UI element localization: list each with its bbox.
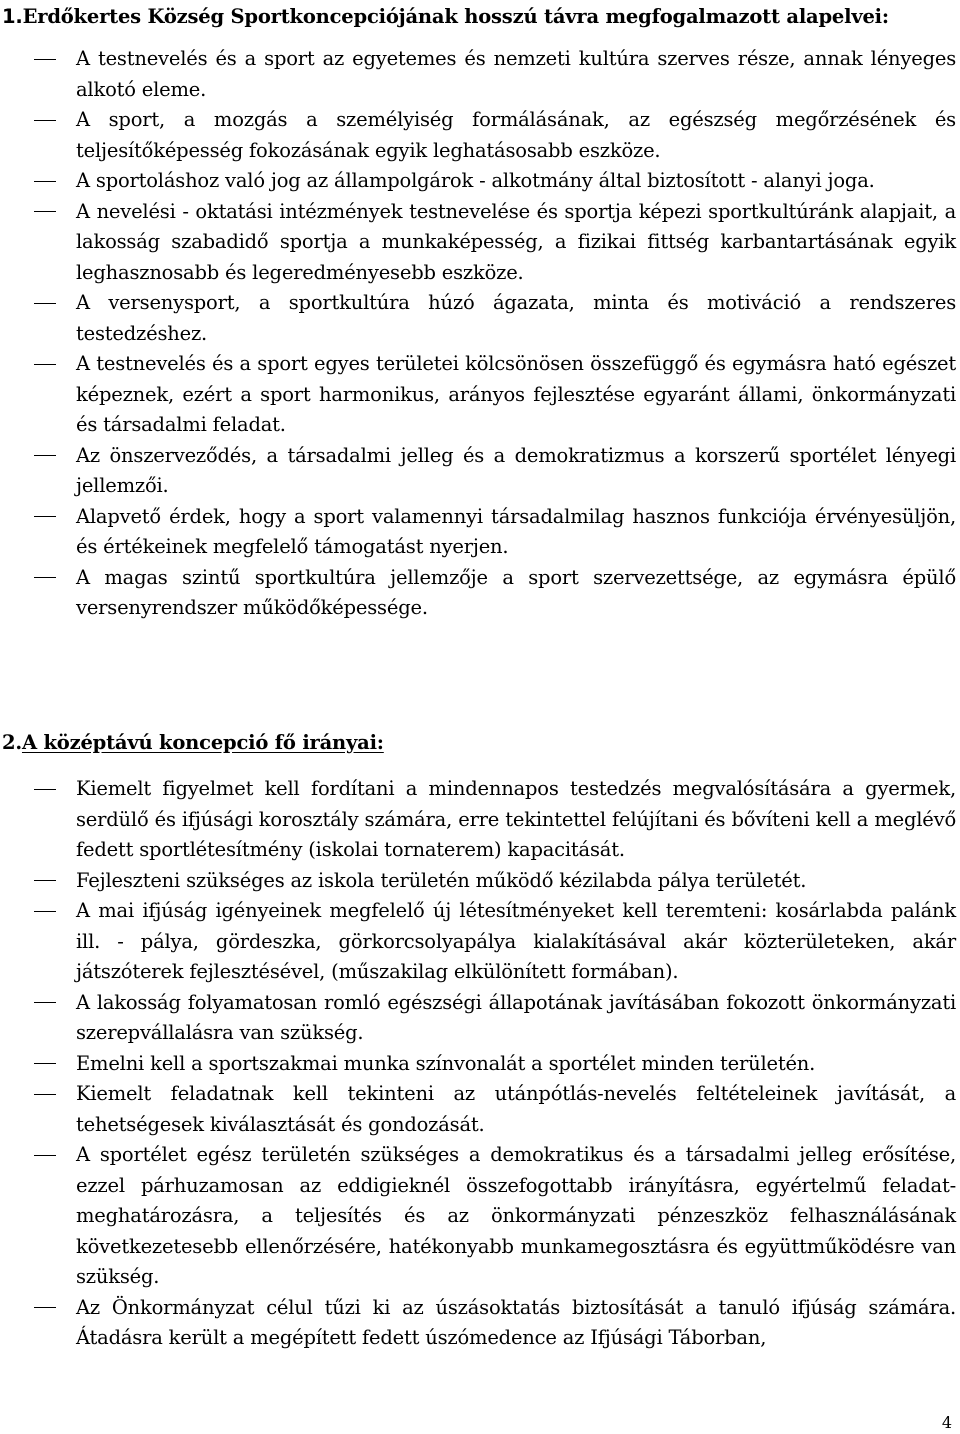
- list-item: [0, 502, 958, 563]
- dash-bullet-icon: [34, 211, 56, 212]
- dash-bullet-icon: [34, 516, 56, 517]
- dash-bullet-icon: [34, 303, 56, 304]
- list-item-text: Az önszerveződés, a társadalmi jelleg és a demokratizmus a korszerű sportélet lényegi jellemzői.: [76, 443, 956, 497]
- list-item: [0, 105, 958, 166]
- list-item: [0, 197, 958, 289]
- list-item-text: A magas szintű sportkultúra jellemzője a sport szervezettsége, az egymásra épülő versenyrendszer működőképessége.: [76, 565, 956, 619]
- dash-bullet-icon: [34, 1094, 56, 1095]
- list-item-text: Alapvető érdek, hogy a sport valamennyi társadalmilag hasznos funkciója érvényesüljön, és értékeinek megfelelő támogatást nyerjen.: [76, 504, 956, 558]
- dash-bullet-icon: [34, 577, 56, 578]
- list-item-text: Kiemelt feladatnak kell tekinteni az utánpótlás-nevelés feltételeinek javítását, a tehetségesek kiválasztását és gondozását.: [76, 1082, 956, 1136]
- section-number: 2.: [2, 731, 22, 754]
- list-item-text: A sportoláshoz való jog az állampolgárok - alkotmány által biztosított - alanyi joga.: [76, 169, 875, 192]
- dash-bullet-icon: [34, 1307, 56, 1308]
- list-item: [0, 896, 958, 988]
- dash-bullet-icon: [34, 181, 56, 182]
- list-item: [0, 441, 958, 502]
- list-item: [0, 866, 958, 897]
- list-item: [0, 288, 958, 349]
- list-item: [0, 1049, 958, 1080]
- dash-bullet-icon: [34, 1002, 56, 1003]
- list-item-text: A sport, a mozgás a személyiség formálásának, az egészség megőrzésének és teljesítőképesség fokozásának egyik leghatásosabb eszköze.: [76, 108, 956, 162]
- section-title: A középtávú koncepció fő irányai:: [21, 731, 384, 754]
- list-item: [0, 44, 958, 105]
- list-item: [0, 1140, 958, 1293]
- dash-bullet-icon: [34, 1063, 56, 1064]
- list-item-text: A testnevelés és a sport egyes területei kölcsönösen összefüggő és egymásra ható egészet képeznek, ezért a sport harmonikus, arányos fejlesztése egyaránt állami, önkormányzati és társadalmi feladat.: [76, 352, 956, 436]
- list-item-text: Kiemelt figyelmet kell fordítani a mindennapos testedzés megvalósítására a gyermek, serdülő és ifjúsági korosztály számára, erre tekintettel felújítani és bővíteni kell a meglévő fedett sportlétesítmény (iskolai tornaterem) kapacitását.: [76, 777, 956, 861]
- list-item-text: A lakosság folyamatosan romló egészségi állapotának javításában fokozott önkormányzati szerepvállalásra van szükség.: [76, 990, 956, 1044]
- page-number: 4: [941, 1413, 952, 1432]
- list-item-text: A testnevelés és a sport az egyetemes és nemzeti kultúra szerves része, annak lényeges alkotó eleme.: [76, 47, 956, 101]
- list-item: [0, 563, 958, 624]
- dash-bullet-icon: [34, 789, 56, 790]
- list-item-text: Fejleszteni szükséges az iskola területén működő kézilabda pálya területét.: [76, 868, 807, 892]
- list-item: [0, 774, 958, 866]
- list-item-text: A versenysport, a sportkultúra húzó ágazata, minta és motiváció a rendszeres testedzéshez.: [76, 291, 956, 345]
- dash-bullet-icon: [34, 1155, 56, 1156]
- list-item: [0, 988, 958, 1049]
- list-item-text: A sportélet egész területén szükséges a demokratikus és a társadalmi jelleg erősítése, ezzel párhuzamosan az eddigieknél összefogottabb irányításra, egyértelmű feladat-meghatározásra, a teljesítés és az önkormányzati pénzeszköz felhasználásának következetesebb ellenőrzésére, hatékonyabb munkamegosztásra és együttműködésre van szükség.: [76, 1143, 956, 1288]
- list-item: [0, 1293, 958, 1354]
- dash-bullet-icon: [34, 364, 56, 365]
- list-item: [0, 166, 958, 197]
- list-item-text: Az Önkormányzat célul tűzi ki az úszásoktatás biztosítását a tanuló ifjúság számára. Átadásra került a megépített fedett úszómedence az Ifjúsági Táborban,: [76, 1295, 956, 1349]
- list-item-text: Emelni kell a sportszakmai munka színvonalát a sportélet minden területén.: [76, 1051, 816, 1075]
- dash-bullet-icon: [34, 911, 56, 912]
- list-item-text: A nevelési - oktatási intézmények testnevelése és sportja képezi sportkultúránk alapjait, a lakosság szabadidő sportja a munkaképesség, a fizikai fittség karbantartásának egyik leghasznosabb és legeredményesebb eszköze.: [76, 199, 956, 284]
- dash-bullet-icon: [34, 880, 56, 881]
- dash-bullet-icon: [34, 59, 56, 60]
- list-item: [0, 349, 958, 441]
- list-item-text: A mai ifjúság igényeinek megfelelő új létesítményeket kell teremteni: kosárlabda palánk ill. - pálya, gördeszka, görkorcsolyapálya kialakításával akár közterületeken, akár játszóterek fejlesztésével, (műszakilag elkülönített formában).: [76, 899, 956, 983]
- section-heading-2: [0, 729, 384, 757]
- section-number: 1.: [2, 5, 23, 28]
- principles-list: [0, 44, 958, 624]
- section-title: Erdőkertes Község Sportkoncepciójának hosszú távra megfogalmazott alapelvei:: [22, 5, 889, 28]
- list-item: [0, 1079, 958, 1140]
- directions-list: [0, 774, 958, 1354]
- dash-bullet-icon: [34, 120, 56, 121]
- dash-bullet-icon: [34, 455, 56, 456]
- section-heading-1: [0, 3, 889, 31]
